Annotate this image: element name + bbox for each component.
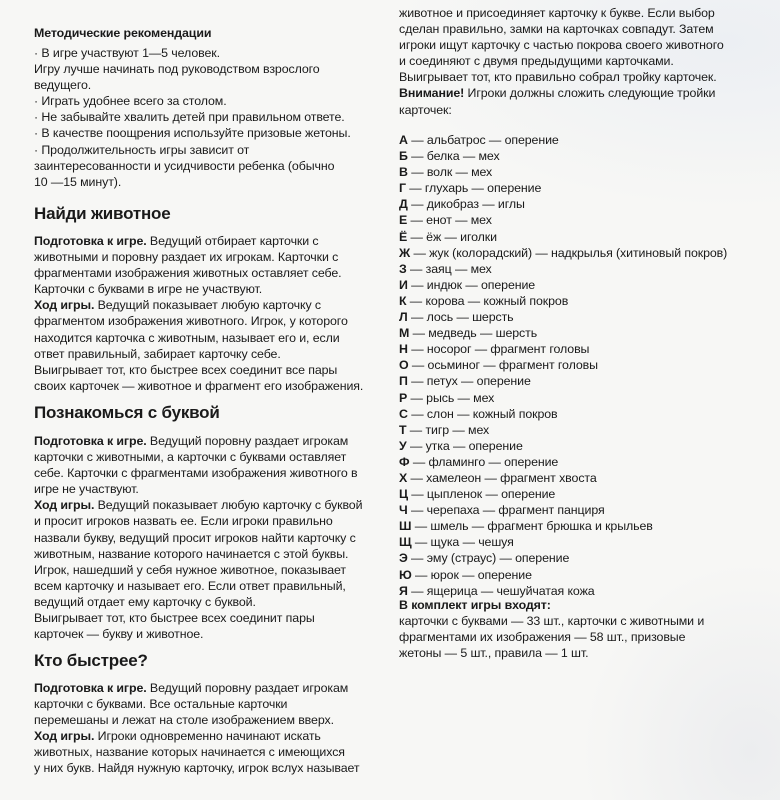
triple-text: — шмель — фрагмент брюшка и крыльев: [411, 519, 653, 534]
triple-text: — носорог — фрагмент головы: [407, 342, 590, 357]
game3-move-line: Игроки одновременно начинают искать: [94, 729, 321, 744]
intro-text: [399, 5, 777, 118]
triple-item: [399, 148, 777, 164]
triple-item: [399, 164, 777, 180]
triple-letter: З: [399, 261, 407, 276]
triple-item: [399, 470, 777, 486]
triple-letter: Ч: [399, 503, 408, 518]
triple-text: — корова — кожный покров: [406, 293, 569, 308]
triple-item: [399, 293, 777, 309]
game1-move-label: Ход игры.: [34, 298, 95, 313]
triple-text: — жук (колорадский) — надкрылья (хитиновый покров): [410, 245, 728, 260]
triple-letter: Щ: [399, 535, 412, 550]
game2-prep-line: себе. Карточки с фрагментами изображения животного в: [34, 466, 358, 481]
game3-move-line: у них букв. Найдя нужную карточку, игрок вслух называет: [34, 761, 360, 776]
game2-move-line: и просит игроков назвать ее. Если игроки правильно: [34, 514, 333, 529]
game2-move-line: Игрок, нашедший у себя нужное животное, показывает: [34, 562, 346, 577]
triple-item: [399, 325, 777, 341]
game2-title: Познакомься с буквой: [34, 403, 220, 422]
triple-text: — заяц — мех: [406, 261, 492, 276]
triple-text: — альбатрос — оперение: [407, 133, 559, 147]
triple-text: — эму (страус) — оперение: [407, 551, 570, 566]
triple-item: [399, 502, 777, 518]
kit-line: фрагментами их изображения — 58 шт., призовые: [399, 630, 686, 645]
game2-prep-label: Подготовка к игре.: [34, 434, 147, 448]
attention-line: Игроки должны сложить следующие тройки: [464, 86, 716, 101]
triple-text: — дикобраз — иглы: [407, 197, 525, 212]
triple-text: — енот — мех: [407, 213, 492, 228]
triple-item: [399, 454, 777, 470]
game1-move-line: Выигрывает тот, кто быстрее всех соединит все пары: [34, 362, 338, 377]
game3-body: [34, 680, 394, 777]
game1-move-line: находится карточка с животным, называет его и, если: [34, 330, 340, 345]
game2-move-label: Ход игры.: [34, 498, 95, 513]
triple-text: — волк — мех: [407, 165, 493, 180]
game3-title: Кто быстрее?: [34, 651, 148, 670]
game3-prep-line: карточки с буквами. Все остальные карточки: [34, 697, 288, 712]
triples-list: [399, 132, 777, 599]
game1-prep-line: животными и поровну раздает их игрокам. Карточки с: [34, 250, 339, 265]
triple-letter: Л: [399, 310, 408, 325]
triple-item: [399, 438, 777, 454]
triple-text: — рысь — мех: [407, 390, 495, 405]
triple-text: — фламинго — оперение: [409, 454, 559, 469]
triple-item: [399, 261, 777, 277]
triple-item: [399, 373, 777, 389]
triple-letter: В: [399, 165, 408, 180]
triple-text: — хамелеон — фрагмент хвоста: [407, 470, 597, 485]
triple-letter: Г: [399, 181, 406, 196]
triple-text: — юрок — оперение: [411, 567, 532, 582]
triple-text: — щука — чешуя: [411, 535, 514, 550]
game2-move-line: Выигрывает тот, кто быстрее всех соединит пары: [34, 611, 315, 626]
game1-move-line: ответ правильный, забирает карточку себе.: [34, 346, 281, 361]
attention-line: карточек:: [399, 102, 452, 117]
game1-move-line: своих карточек — животное и фрагмент его изображения.: [34, 378, 364, 393]
triple-item: [399, 357, 777, 373]
game1-title: Найди животное: [34, 204, 171, 223]
triple-item: [399, 277, 777, 293]
triple-item: [399, 518, 777, 534]
triple-letter: Я: [399, 583, 408, 598]
bullet-line: ведущего.: [34, 78, 92, 93]
triple-letter: М: [399, 326, 410, 341]
game1-body: [34, 233, 394, 394]
triple-letter: Ё: [399, 229, 408, 244]
triple-item: [399, 212, 777, 228]
triple-letter: О: [399, 358, 409, 373]
game2-prep-line: игре не участвуют.: [34, 482, 139, 497]
triple-text: — цыпленок — оперение: [407, 487, 556, 502]
game2-body: [34, 433, 394, 642]
intro-line: сделан правильно, замки на карточках совпадут. Затем: [399, 22, 714, 37]
bullet-line: · В качестве поощрения используйте призовые жетоны.: [34, 126, 351, 141]
game1-prep-line: Карточки с буквами в игре не участвуют.: [34, 282, 263, 297]
attention-label: Внимание!: [399, 86, 465, 101]
triple-letter: Ц: [399, 487, 408, 502]
triple-item: [399, 534, 777, 550]
game2-prep-line: Ведущий поровну раздает игрокам: [146, 434, 349, 448]
triple-letter: Б: [399, 149, 408, 164]
triple-letter: Э: [399, 551, 408, 566]
game2-move-line: животным, название которого начинается с этой буквы.: [34, 546, 349, 561]
triple-item: [399, 180, 777, 196]
game1-prep-line: фрагментами изображения животных оставляет себе.: [34, 266, 342, 281]
triple-letter: И: [399, 277, 408, 292]
triple-item: [399, 196, 777, 212]
triple-letter: Н: [399, 342, 408, 357]
triple-letter: П: [399, 374, 408, 389]
bullet-line: Игру лучше начинать под руководством взрослого: [34, 62, 320, 77]
bullet-line: · Продолжительность игры зависит от: [34, 142, 250, 157]
triple-text: — лось — шерсть: [407, 310, 514, 325]
game3-prep-label: Подготовка к игре.: [34, 681, 147, 695]
triple-text: — медведь — шерсть: [409, 326, 538, 341]
triple-letter: С: [399, 406, 408, 421]
triple-item: [399, 341, 777, 357]
triple-letter: Х: [399, 470, 408, 485]
recommendations-list: [34, 45, 386, 190]
game2-move-line: назвали букву, ведущий просит игроков найти карточку с: [34, 530, 356, 545]
triple-letter: Р: [399, 390, 408, 405]
bullet-line: · В игре участвуют 1—5 человек.: [34, 46, 220, 60]
triple-letter: Ю: [399, 567, 412, 582]
game2-move-line: Ведущий показывает любую карточку с буквой: [94, 498, 363, 513]
triple-item: [399, 567, 777, 583]
game1-move-line: Ведущий показывает любую карточку с: [94, 298, 321, 313]
game2-move-line: всем карточку и называет его. Если ответ правильный,: [34, 578, 346, 593]
triple-text: — ёж — иголки: [407, 229, 497, 244]
bullet-line: заинтересованности и усидчивости ребенка (обычно: [34, 158, 335, 173]
bullet-line: · Играть удобнее всего за столом.: [34, 94, 227, 109]
triple-text: — осьминог — фрагмент головы: [408, 358, 598, 373]
triple-text: — белка — мех: [407, 149, 500, 164]
triple-letter: У: [399, 438, 407, 453]
triple-text: — черепаха — фрагмент панциря: [407, 503, 605, 518]
intro-line: игроки ищут карточку с частью покрова своего животного: [399, 38, 724, 53]
intro-line: животное и присоединяет карточку к букве. Если выбор: [399, 6, 715, 20]
triple-item: [399, 229, 777, 245]
game2-move-line: ведущий отдает ему карточку с буквой.: [34, 594, 256, 609]
bullet-line: · Не забывайте хвалить детей при правильном ответе.: [34, 110, 345, 125]
game1-prep-label: Подготовка к игре.: [34, 234, 147, 248]
kit-title: В комплект игры входят:: [399, 598, 551, 612]
triple-text: — петух — оперение: [407, 374, 531, 389]
triple-letter: Ж: [399, 245, 411, 260]
triple-letter: Д: [399, 197, 408, 212]
triple-item: [399, 422, 777, 438]
triple-item: [399, 550, 777, 566]
intro-line: Выигрывает тот, кто правильно собрал тройку карточек.: [399, 70, 717, 85]
triple-text: — утка — оперение: [406, 438, 523, 453]
triple-text: — ящерица — чешуйчатая кожа: [407, 583, 595, 598]
triple-text: — глухарь — оперение: [405, 181, 542, 196]
game3-move-label: Ход игры.: [34, 729, 95, 744]
kit-line: карточки с буквами — 33 шт., карточки с животными и: [399, 614, 705, 628]
game3-prep-line: Ведущий поровну раздает игрокам: [146, 681, 349, 695]
triple-text: — слон — кожный покров: [407, 406, 558, 421]
triple-letter: Е: [399, 213, 408, 228]
triple-letter: Ш: [399, 519, 412, 534]
triple-letter: К: [399, 293, 407, 308]
triple-text: — тигр — мех: [406, 422, 490, 437]
triple-item: [399, 309, 777, 325]
triple-letter: Т: [399, 422, 407, 437]
game2-move-line: карточек — букву и животное.: [34, 627, 204, 642]
recommendations-title: Методические рекомендации: [34, 26, 212, 40]
triple-item: [399, 390, 777, 406]
kit-line: жетоны — 5 шт., правила — 1 шт.: [399, 646, 589, 661]
game1-prep-line: Ведущий отбирает карточки с: [146, 234, 319, 248]
triple-item: [399, 245, 777, 261]
bullet-line: 10 —15 минут).: [34, 174, 122, 189]
triple-item: [399, 132, 777, 148]
kit-text: [399, 613, 777, 661]
triple-letter: Ф: [399, 454, 410, 469]
intro-line: и соединяют с двумя предыдущими карточками.: [399, 54, 674, 69]
triple-item: [399, 406, 777, 422]
game2-prep-line: карточки с животными, а карточки с буквами оставляет: [34, 450, 347, 465]
triple-letter: А: [399, 133, 408, 147]
game3-prep-line: перемешаны и лежат на столе изображением вверх.: [34, 713, 334, 728]
triple-text: — индюк — оперение: [407, 277, 536, 292]
triple-item: [399, 486, 777, 502]
game3-move-line: животных, название которых начинается с имеющихся: [34, 745, 345, 760]
game1-move-line: фрагментом изображения животного. Игрок, у которого: [34, 314, 348, 329]
